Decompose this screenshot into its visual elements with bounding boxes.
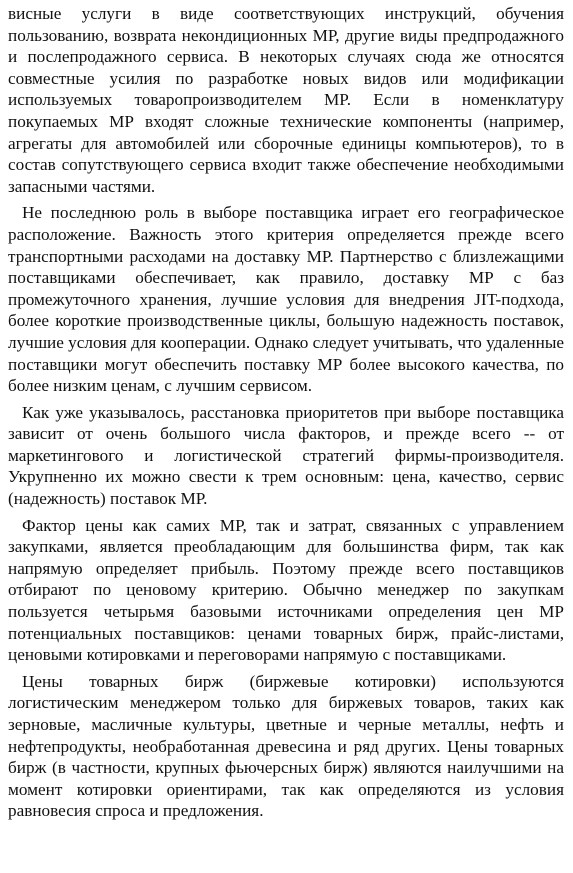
document-page — [8, 3, 564, 827]
paragraph-price-factor: Фактор цены как самих МР, так и затрат, связанных с управлением закупками, является преобладающим для большинства фирм, так как напрямую определяет прибыль. Поэтому прежде всего поставщиков отбирают по ценовому критерию. Обычно менеджер по закупкам пользуется четырьмя базовыми источниками определения цен МР потенциальных поставщиков: ценами товарных бирж, прайс-листами, ценовыми котировками и переговорами напрямую с поставщиками. — [8, 515, 564, 665]
paragraph-priorities: Как уже указывалось, расстановка приоритетов при выборе поставщика зависит от очень большого числа факторов, и прежде всего -- от маркетингового и логистической стратегий фирмы-производителя. Укрупненно их можно свести к трем основным: цена, качество, сервис (надежность) поставок МР. — [8, 402, 564, 509]
paragraph-service-continuation: висные услуги в виде соответствующих инструкций, обучения пользованию, возврата некондиционных МР, другие виды предпродажного и послепродажного сервиса. В некоторых случаях сюда же относятся совместные усилия по разработке новых видов или модификации используемых товаропроизводителем МР. Если в номенклатуру покупаемых МР входят сложные технические компоненты (например, агрегаты для автомобилей или сборочные единицы компьютеров), то в состав сопутствующего сервиса входит также обеспечение необходимыми запасными частями. — [8, 4, 564, 196]
paragraph-geographic-location: Не последнюю роль в выборе поставщика играет его географическое расположение. Важность этого критерия определяется прежде всего транспортными расходами на доставку МР. Партнерство с близлежащими поставщиками обеспечивает, как правило, доставку МР с баз промежуточного хранения, лучшие условия для внедрения JIT-подхода, более короткие производственные циклы, большую надежность поставок, лучшие условия для кооперации. Однако следует учитывать, что удаленные поставщики могут обеспечить поставку МР более высокого качества, по более низким ценам, с лучшим сервисом. — [8, 203, 564, 396]
paragraph-exchange-prices: Цены товарных бирж (биржевые котировки) используются логистическим менеджером только для биржевых товаров, таких как зерновые, масличные культуры, цветные и черные металлы, нефть и нефтепродукты, необработанная древесина и ряд других. Цены товарных бирж (в частности, крупных фьючерсных бирж) являются наилучшими на момент котировки ориентирами, так как определяются из условия равновесия спроса и предложения. — [8, 671, 564, 821]
